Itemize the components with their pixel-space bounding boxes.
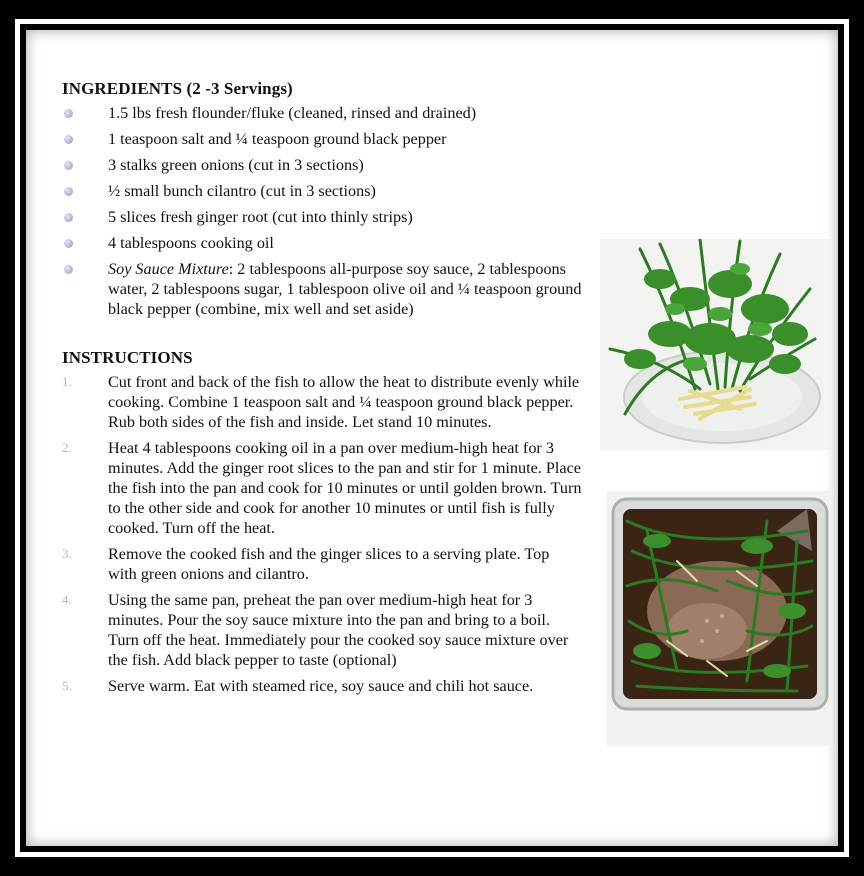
ingredient-text: 1 teaspoon salt and ¼ teaspoon ground black pepper [108, 130, 447, 148]
instructions-heading: INSTRUCTIONS [62, 348, 193, 367]
bullet-icon [64, 161, 73, 170]
recipe-text [62, 78, 582, 702]
instruction-step [62, 438, 582, 538]
bullet-icon [64, 109, 73, 118]
bullet-icon [64, 213, 73, 222]
bullet-icon [64, 265, 73, 274]
frame-inner-border [20, 24, 844, 852]
greens-plate-illustration [600, 239, 831, 450]
instruction-step [62, 676, 582, 696]
instruction-step [62, 544, 582, 584]
step-number: 2. [62, 440, 72, 455]
ingredient-text: 3 stalks green onions (cut in 3 sections) [108, 156, 364, 174]
ingredient-text: 1.5 lbs fresh flounder/fluke (cleaned, rinsed and drained) [108, 104, 477, 122]
sauce-text: : 2 tablespoons all-purpose soy sauce, 2 tablespoons water, 2 tablespoons sugar, 1 tablespoon olive oil and ¼ teaspoon ground black pepper (combine, mix well and set aside) [108, 260, 582, 318]
step-text: Heat 4 tablespoons cooking oil in a pan over medium-high heat for 3 minutes. Add the ginger root slices to the pan and stir for 1 minute. Place the fish into the pan and cook for 10 minutes or until golden brown. Turn to the other side and cook for another 10 minutes or until fish is fully cooked. Turn off the heat. [108, 439, 582, 537]
ingredient-text: ½ small bunch cilantro (cut in 3 sections) [108, 182, 376, 200]
bullet-icon [64, 239, 73, 248]
ingredients-list [62, 103, 582, 319]
frame-outer-border [15, 19, 849, 857]
step-number: 5. [62, 678, 72, 693]
bullet-icon [64, 135, 73, 144]
ingredient-item-sauce [62, 259, 582, 319]
ingredient-item [62, 103, 582, 123]
ingredient-text: 5 slices fresh ginger root (cut into thinly strips) [108, 208, 413, 226]
ingredients-heading: INGREDIENTS (2 -3 Servings) [62, 79, 293, 98]
greens-plate-photo [600, 239, 831, 450]
sauce-label: Soy Sauce Mixture [108, 260, 229, 278]
cooked-fish-photo [607, 491, 833, 746]
cooked-fish-illustration [607, 491, 833, 746]
ingredient-item [62, 129, 582, 149]
instructions-list [62, 372, 582, 696]
step-text: Serve warm. Eat with steamed rice, soy sauce and chili hot sauce. [108, 677, 534, 695]
ingredient-item [62, 207, 582, 227]
bullet-icon [64, 187, 73, 196]
recipe-card [26, 30, 838, 846]
step-number: 3. [62, 546, 72, 561]
instruction-step [62, 372, 582, 432]
instruction-step [62, 590, 582, 670]
step-text: Cut front and back of the fish to allow the heat to distribute evenly while cooking. Combine 1 teaspoon salt and ¼ teaspoon ground black pepper. Rub both sides of the fish and inside. Let stand 10 minutes. [108, 373, 580, 431]
step-text: Remove the cooked fish and the ginger slices to a serving plate. Top with green onions and cilantro. [108, 545, 550, 583]
step-number: 4. [62, 592, 72, 607]
ingredient-item [62, 155, 582, 175]
ingredient-text: 4 tablespoons cooking oil [108, 234, 274, 252]
step-number: 1. [62, 374, 72, 389]
ingredient-item [62, 181, 582, 201]
step-text: Using the same pan, preheat the pan over medium-high heat for 3 minutes. Pour the soy sauce mixture into the pan and bring to a boil. Turn off the heat. Immediately pour the cooked soy sauce mixture over the fish. Add black pepper to taste (optional) [108, 591, 569, 669]
ingredient-item [62, 233, 582, 253]
